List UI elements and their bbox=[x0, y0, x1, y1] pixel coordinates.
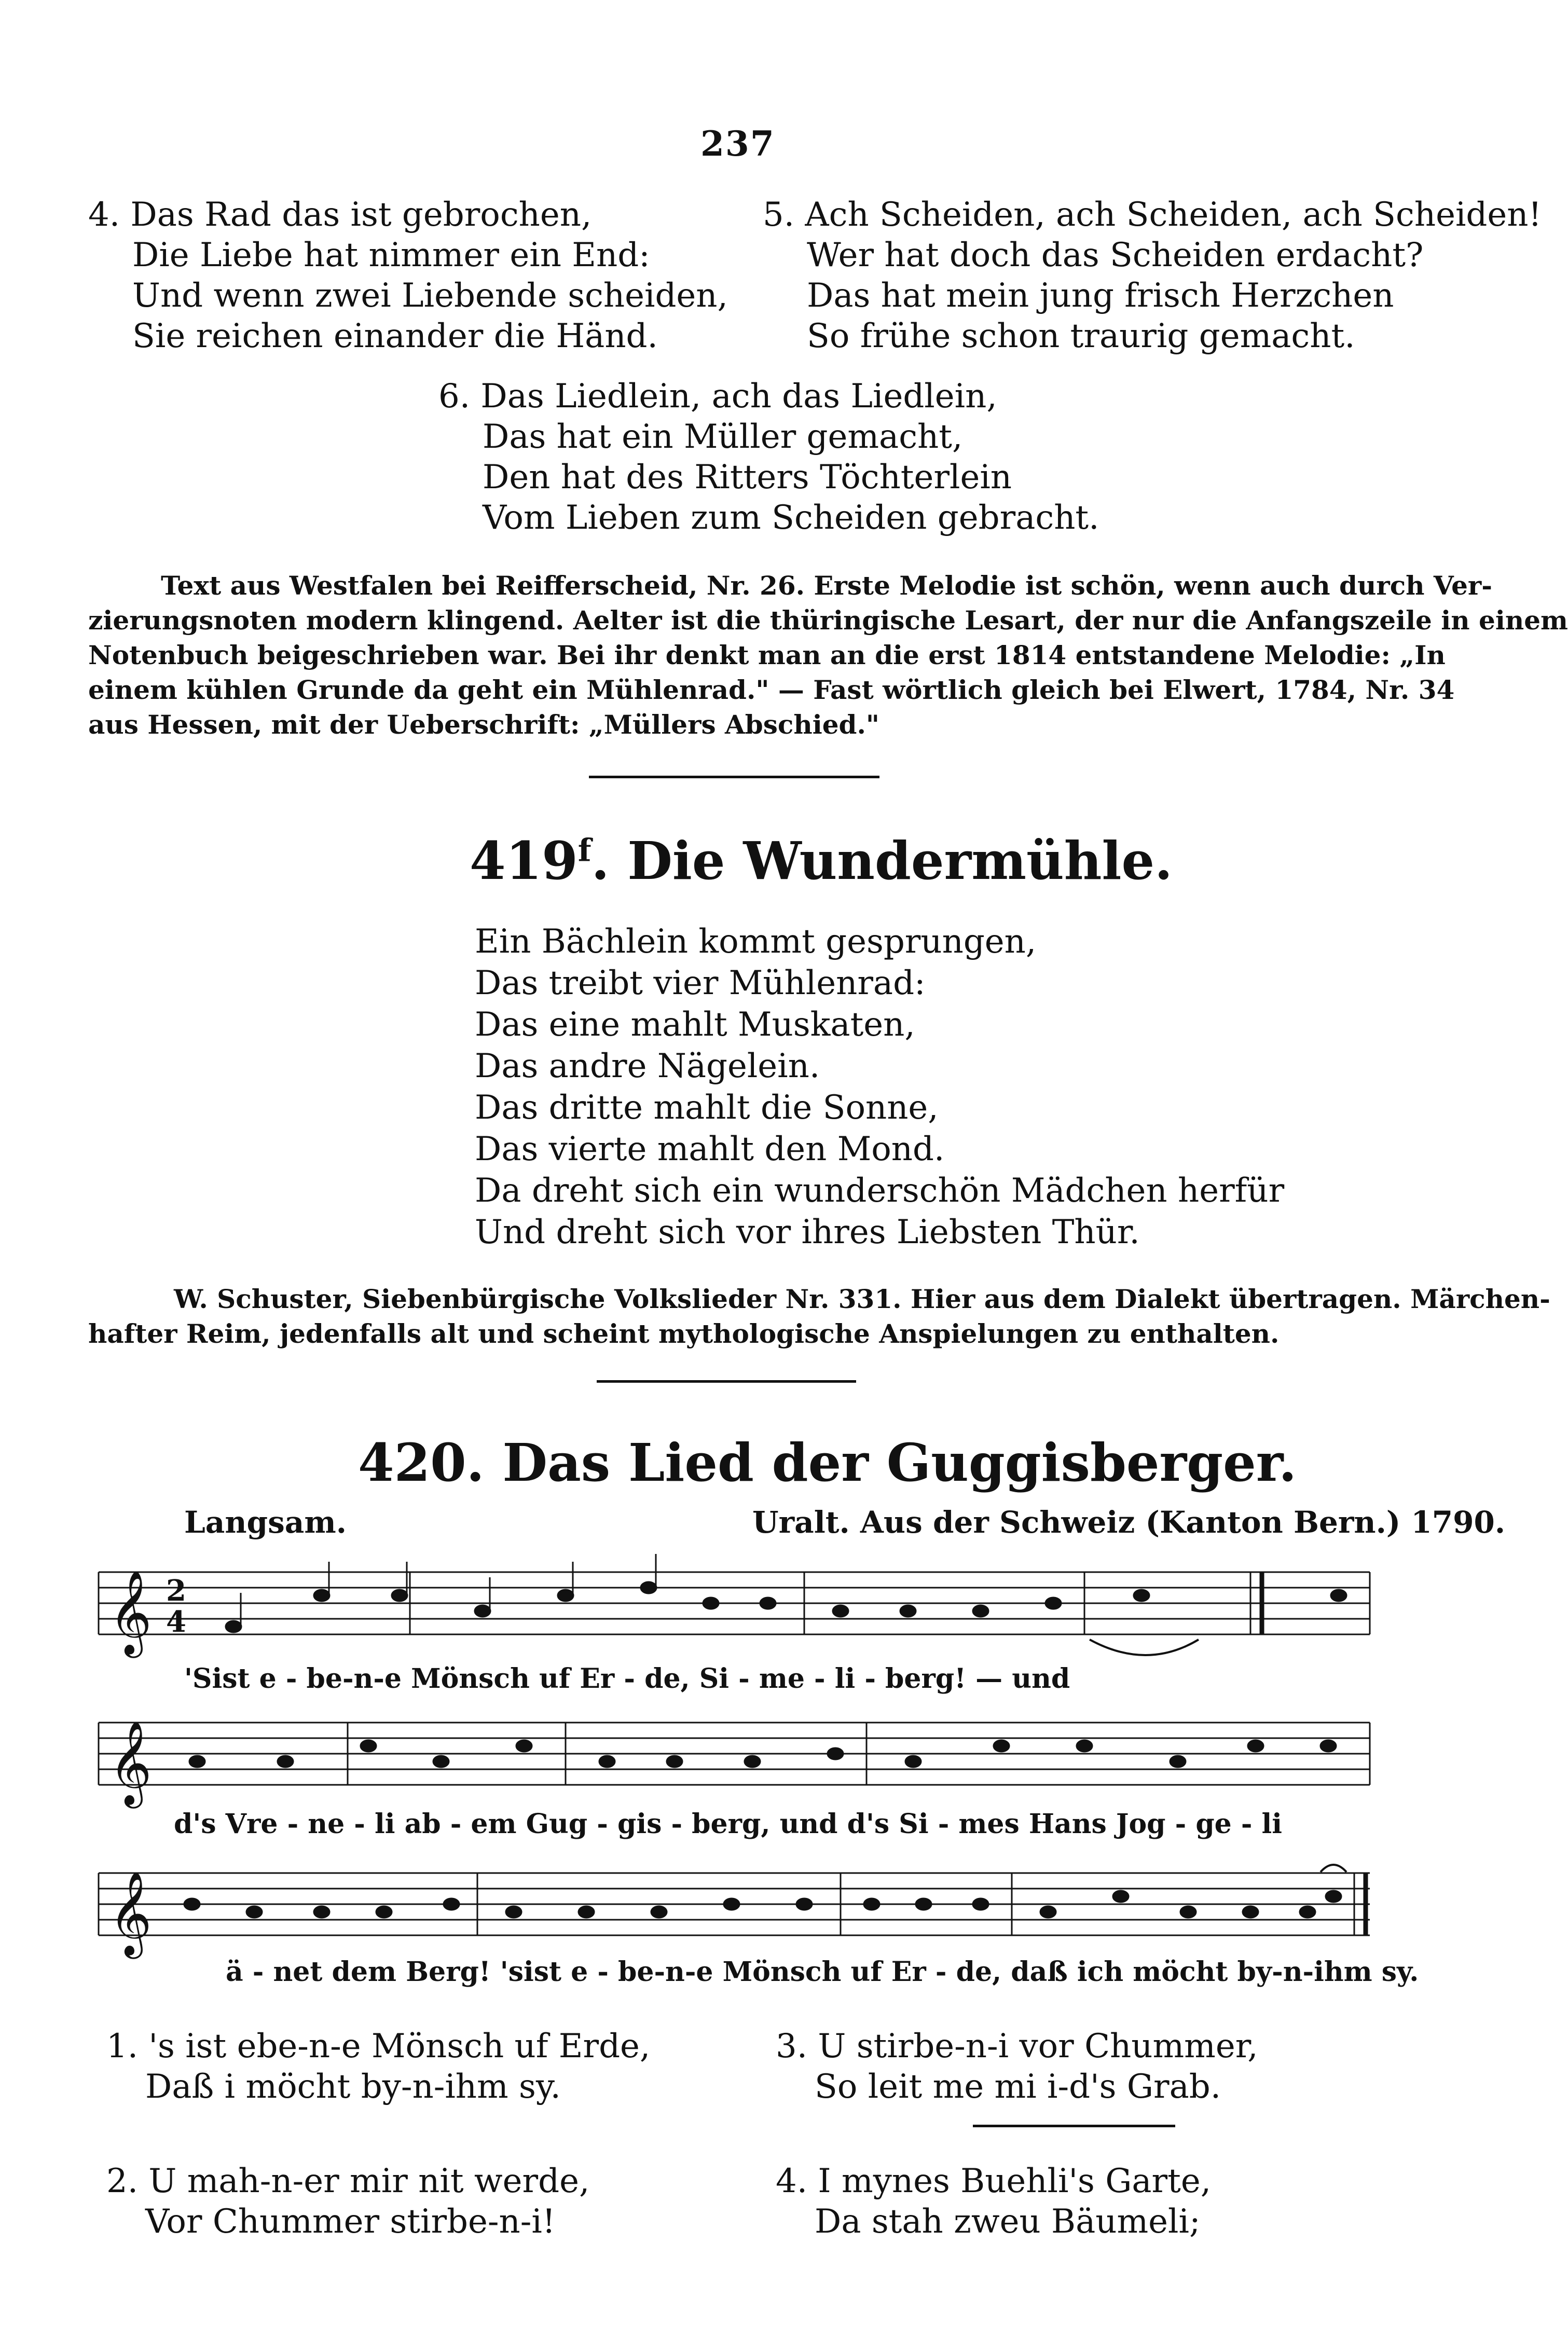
note-line: einem kühlen Grunde da geht ein Mühlenrad." — Fast wörtlich gleich bei Elwert, 1784, Nr. 34 bbox=[88, 675, 1455, 705]
verse-line: So frühe schon traurig gemacht. bbox=[807, 317, 1355, 355]
verse-line: Und dreht sich vor ihres Liebsten Thür. bbox=[475, 1213, 1140, 1251]
verse-line: Den hat des Ritters Töchterlein bbox=[483, 458, 1012, 497]
verse-line: Und wenn zwei Liebende scheiden, bbox=[132, 277, 728, 315]
stanza-3-bottom bbox=[776, 2026, 1258, 2107]
song-419-heading: 419$^f$. Die Wundermühle. bbox=[470, 830, 1173, 891]
song-420-heading bbox=[358, 1432, 1297, 1493]
note-line: aus Hessen, mit der Ueberschrift: „Müllers Abschied." bbox=[88, 709, 879, 740]
verse-line: Das dritte mahlt die Sonne, bbox=[475, 1089, 939, 1127]
treble-clef-icon: 𝄞 bbox=[109, 1871, 152, 1956]
note-line: Notenbuch beigeschrieben war. Bei ihr denkt man an die erst 1814 entstandene Melodie: „In bbox=[88, 640, 1446, 670]
source-note-2 bbox=[88, 1282, 1550, 1351]
lyrics-system-1: 'Sist e - be-n-e Mönsch uf Er - de, Si - me - li - berg! — und bbox=[184, 1663, 1070, 1695]
stanza-6-top bbox=[438, 376, 1099, 538]
stanza-2-bottom bbox=[106, 2161, 589, 2242]
verse-line: 's ist ebe-n-e Mönsch uf Erde, bbox=[148, 2027, 651, 2066]
song-number: 420. bbox=[358, 1432, 485, 1493]
verse-line: Da dreht sich ein wunderschön Mädchen herfür bbox=[475, 1172, 1285, 1210]
verse-line: U stirbe-n-i vor Chummer, bbox=[818, 2027, 1258, 2066]
page-number: 237 bbox=[700, 123, 775, 164]
verse-line: Vor Chummer stirbe-n-i! bbox=[145, 2203, 556, 2241]
note-line: Text aus Westfalen bei Reifferscheid, Nr. 26. Erste Melodie ist schön, wenn auch durch Ver- bbox=[161, 570, 1493, 601]
verse-line: U mah-n-er mir nit werde, bbox=[148, 2162, 590, 2200]
note-line: hafter Reim, jedenfalls alt und scheint mythologische Anspielungen zu enthalten. bbox=[88, 1318, 1280, 1349]
verse-line: I mynes Buehli's Garte, bbox=[818, 2162, 1212, 2200]
verse-line: Das eine mahlt Muskaten, bbox=[475, 1006, 915, 1044]
divider bbox=[597, 1380, 856, 1383]
music-staff-1 bbox=[88, 1551, 1375, 1681]
melody-source: Uralt. Aus der Schweiz (Kanton Bern.) 1790. bbox=[752, 1505, 1506, 1540]
verse-line: Vom Lieben zum Scheiden gebracht. bbox=[483, 499, 1099, 537]
tempo-marking: Langsam. bbox=[184, 1505, 347, 1540]
lyrics-system-2: d's Vre - ne - li ab - em Gug - gis - berg, und d's Si - mes Hans Jog - ge - li bbox=[174, 1808, 1283, 1840]
stanza-4-bottom bbox=[776, 2161, 1211, 2242]
note-line: zierungsnoten modern klingend. Aelter ist die thüringische Lesart, der nur die Anfangszeile in einem bbox=[88, 605, 1568, 636]
verse-line: Daß i möcht by-n-ihm sy. bbox=[145, 2068, 561, 2106]
stanza-number: 4. bbox=[88, 196, 120, 234]
verse-line: Das treibt vier Mühlenrad: bbox=[475, 964, 926, 1002]
verse-line: Sie reichen einander die Händ. bbox=[132, 317, 658, 355]
verse-line: Das andre Nägelein. bbox=[475, 1047, 820, 1085]
verse-line: Ein Bächlein kommt gesprungen, bbox=[475, 923, 1037, 961]
verse-line: Da stah zweu Bäumeli; bbox=[815, 2203, 1201, 2241]
stanza-number: 2. bbox=[106, 2162, 139, 2200]
source-note-1 bbox=[88, 568, 1568, 742]
song-title: Die Wundermühle. bbox=[627, 830, 1173, 891]
song-number-superscript: f bbox=[577, 832, 592, 869]
fermata-icon bbox=[1321, 1865, 1346, 1872]
divider bbox=[589, 776, 879, 778]
stanza-4-top bbox=[88, 195, 728, 356]
stanza-1-bottom bbox=[106, 2026, 650, 2107]
stanza-number: 5. bbox=[763, 196, 795, 234]
divider bbox=[973, 2125, 1175, 2127]
verse-line: Das hat ein Müller gemacht, bbox=[483, 418, 963, 456]
verse-line: Die Liebe hat nimmer ein End: bbox=[132, 236, 650, 274]
stanza-5-top bbox=[763, 195, 1542, 356]
song-title: Das Lied der Guggisberger. bbox=[502, 1432, 1297, 1493]
note-line: W. Schuster, Siebenbürgische Volkslieder Nr. 331. Hier aus dem Dialekt übertragen. Märchen- bbox=[174, 1284, 1550, 1314]
verse-line: Das Liedlein, ach das Liedlein, bbox=[480, 377, 997, 416]
time-signature-bottom: 4 bbox=[166, 1605, 186, 1639]
verse-line: Das hat mein jung frisch Herzchen bbox=[807, 277, 1394, 315]
stanza-number: 1. bbox=[106, 2027, 139, 2066]
stanza-number: 4. bbox=[776, 2162, 808, 2200]
verse-line: Das Rad das ist gebrochen, bbox=[130, 196, 592, 234]
song-number: 419 bbox=[470, 830, 578, 891]
lyrics-system-3: ä - net dem Berg! 'sist e - be-n-e Mönsch uf Er - de, daß ich möcht by-n-ihm sy. bbox=[226, 1956, 1419, 1988]
time-signature-top: 2 bbox=[166, 1574, 186, 1608]
stanza-number: 6. bbox=[438, 377, 471, 416]
song-419-text bbox=[475, 921, 1284, 1253]
treble-clef-icon: 𝄞 bbox=[109, 1570, 152, 1655]
stanza-number: 3. bbox=[776, 2027, 808, 2066]
verse-line: Ach Scheiden, ach Scheiden, ach Scheiden! bbox=[805, 196, 1542, 234]
treble-clef-icon: 𝄞 bbox=[109, 1720, 152, 1805]
verse-line: Wer hat doch das Scheiden erdacht? bbox=[807, 236, 1424, 274]
verse-line: So leit me mi i-d's Grab. bbox=[815, 2068, 1221, 2106]
verse-line: Das vierte mahlt den Mond. bbox=[475, 1130, 945, 1168]
